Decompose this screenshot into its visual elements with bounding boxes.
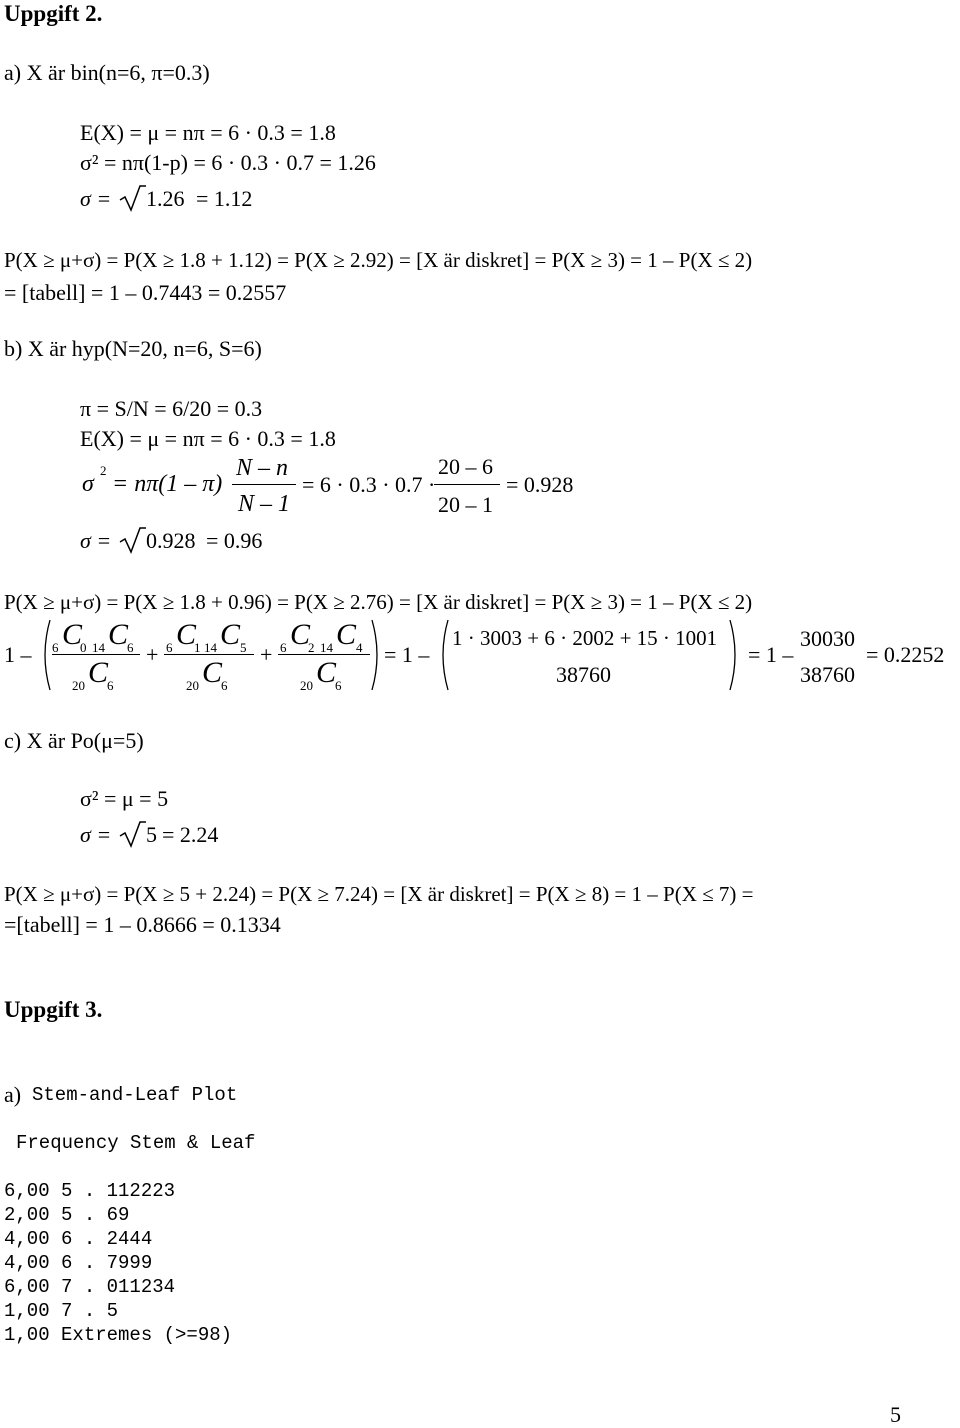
combo-eq-one-minus: = 1 – [384,642,430,667]
combo-t3-den-pre: 20 [300,678,313,693]
fraction-bar [232,484,296,485]
heading-uppgift-2: Uppgift 2. [4,1,103,26]
combo-t3-num-pre2: 14 [320,640,333,655]
fraction-bar [52,654,140,655]
combo-small-denominator: 38760 [800,662,855,687]
combo-t2-num-c1: C [176,618,197,651]
sqrt-icon [118,526,146,554]
part-c-sigma-radicand: 5 [146,822,157,847]
combo-t3-den-sub: 6 [335,678,342,693]
fraction-bar [434,484,500,485]
stem-row: 1,00 Extremes (>=98) [4,1324,233,1346]
part-b-frac2-denominator: 20 – 1 [438,492,493,517]
part-b-variance-exponent: 2 [100,463,107,478]
left-paren-icon [38,618,52,692]
combo-t3-num-s2: 4 [356,640,363,655]
part-a-sigma-rhs: = 1.12 [196,186,253,211]
part-b-sigma-radicand: 0.928 [146,528,196,553]
fraction-bar [164,654,254,655]
stem-row: 4,00 6 . 7999 [4,1252,153,1274]
combo-plus-2: + [260,642,273,667]
combo-t3-num-c1: C [290,618,311,651]
part-b-sigma-lhs: σ = [80,528,112,553]
part-c-intro: c) X är Po(μ=5) [4,728,144,753]
sqrt-icon [118,820,146,848]
combo-t3-num-s1: 2 [308,640,315,655]
part-c-probability-line-2: =[tabell] = 1 – 0.8666 = 0.1334 [4,912,281,937]
combo-big-numerator: 1 · 3003 + 6 · 2002 + 15 · 1001 [452,626,718,650]
part-c-sigma-lhs: σ = [80,822,112,847]
part-b-frac1-denominator: N – 1 [238,491,291,517]
combo-t1-num-pre2: 14 [92,640,105,655]
sqrt-icon [118,184,146,212]
combo-big-denominator: 38760 [556,662,611,687]
combo-t3-num-c2: C [336,618,357,651]
stem-row: 6,00 5 . 112223 [4,1180,176,1202]
page-number: 5 [890,1402,901,1427]
combo-small-numerator: 30030 [800,626,855,651]
combo-t1-den-pre: 20 [72,678,85,693]
combo-t2-num-pre2: 14 [204,640,217,655]
part-b-variance-result: = 0.928 [506,472,574,497]
combo-t2-num-s2: 5 [240,640,247,655]
combo-t2-num-s1: 1 [194,640,201,655]
part-c-sigma-rhs: = 2.24 [162,822,219,847]
combo-t2-num-c2: C [220,618,241,651]
stem-row: 1,00 7 . 5 [4,1300,119,1322]
part-a-sigma-lhs: σ = [80,186,112,211]
part-b-sigma-rhs: = 0.96 [206,528,263,553]
part-b-probability-line: P(X ≥ μ+σ) = P(X ≥ 1.8 + 0.96) = P(X ≥ 2.76) = [X är diskret] = P(X ≥ 3) = 1 – P(X ≤ 2) [4,590,753,614]
combo-final-result: = 0.2252 [866,642,945,667]
combo-t1-num-s1: 0 [80,640,87,655]
combo-eq-one-minus-2: = 1 – [748,642,794,667]
part-a-sigma-radicand: 1.26 [146,186,185,211]
part-a-intro: a) X är bin(n=6, π=0.3) [4,60,210,85]
combo-t3-num-pre: 6 [280,640,287,655]
part-b-intro: b) X är hyp(N=20, n=6, S=6) [4,336,262,361]
part-b-variance-eq: = nπ(1 – π) [112,471,223,497]
part-a-probability-line-1: P(X ≥ μ+σ) = P(X ≥ 1.8 + 1.12) = P(X ≥ 2.92) = [X är diskret] = P(X ≥ 3) = 1 – P(X ≤ 2) [4,248,753,272]
part-a-probability-line-2: = [tabell] = 1 – 0.7443 = 0.2557 [4,280,287,305]
combo-t1-num-s2: 6 [127,640,134,655]
right-paren-icon [370,618,384,692]
stem-row: 4,00 6 . 2444 [4,1228,153,1250]
stem-header: Frequency Stem & Leaf [16,1132,256,1154]
combo-t1-den-c: C [88,656,109,689]
combo-t1-num-pre: 6 [52,640,59,655]
fraction-bar [278,654,370,655]
part-b-variance-sigma: σ [82,471,94,497]
part-a-expectation: E(X) = μ = nπ = 6 · 0.3 = 1.8 [80,120,336,145]
combo-one-minus: 1 – [4,642,32,667]
stem-row: 2,00 5 . 69 [4,1204,130,1226]
part-b-frac2-numerator: 20 – 6 [438,454,493,479]
part-a-variance: σ² = nπ(1-p) = 6 · 0.3 · 0.7 = 1.26 [80,150,376,175]
combo-t2-den-sub: 6 [221,678,228,693]
part-b-pi: π = S/N = 6/20 = 0.3 [80,396,263,421]
part-b-expectation: E(X) = μ = nπ = 6 · 0.3 = 1.8 [80,426,336,451]
left-paren-icon [436,618,450,692]
stem-row: 6,00 7 . 011234 [4,1276,176,1298]
combo-t1-num-c2: C [108,618,129,651]
combo-t2-num-pre: 6 [166,640,173,655]
part-c-probability-line-1: P(X ≥ μ+σ) = P(X ≥ 5 + 2.24) = P(X ≥ 7.24) = [X är diskret] = P(X ≥ 8) = 1 – P(X ≤ 7) = [4,882,754,906]
combo-plus-1: + [146,642,159,667]
combo-t1-num-c1: C [62,618,83,651]
part-b-frac1-numerator: N – n [236,455,289,481]
heading-uppgift-3: Uppgift 3. [4,997,103,1022]
stem-title: Stem-and-Leaf Plot [32,1084,238,1106]
stem-title-prefix: a) [4,1082,22,1107]
part-c-variance: σ² = μ = 5 [80,786,169,811]
right-paren-icon [728,618,742,692]
combo-t2-den-c: C [202,656,223,689]
combo-t2-den-pre: 20 [186,678,199,693]
combo-t1-den-sub: 6 [107,678,114,693]
part-b-variance-middle: = 6 · 0.3 · 0.7 · [302,472,436,497]
combo-t3-den-c: C [316,656,337,689]
